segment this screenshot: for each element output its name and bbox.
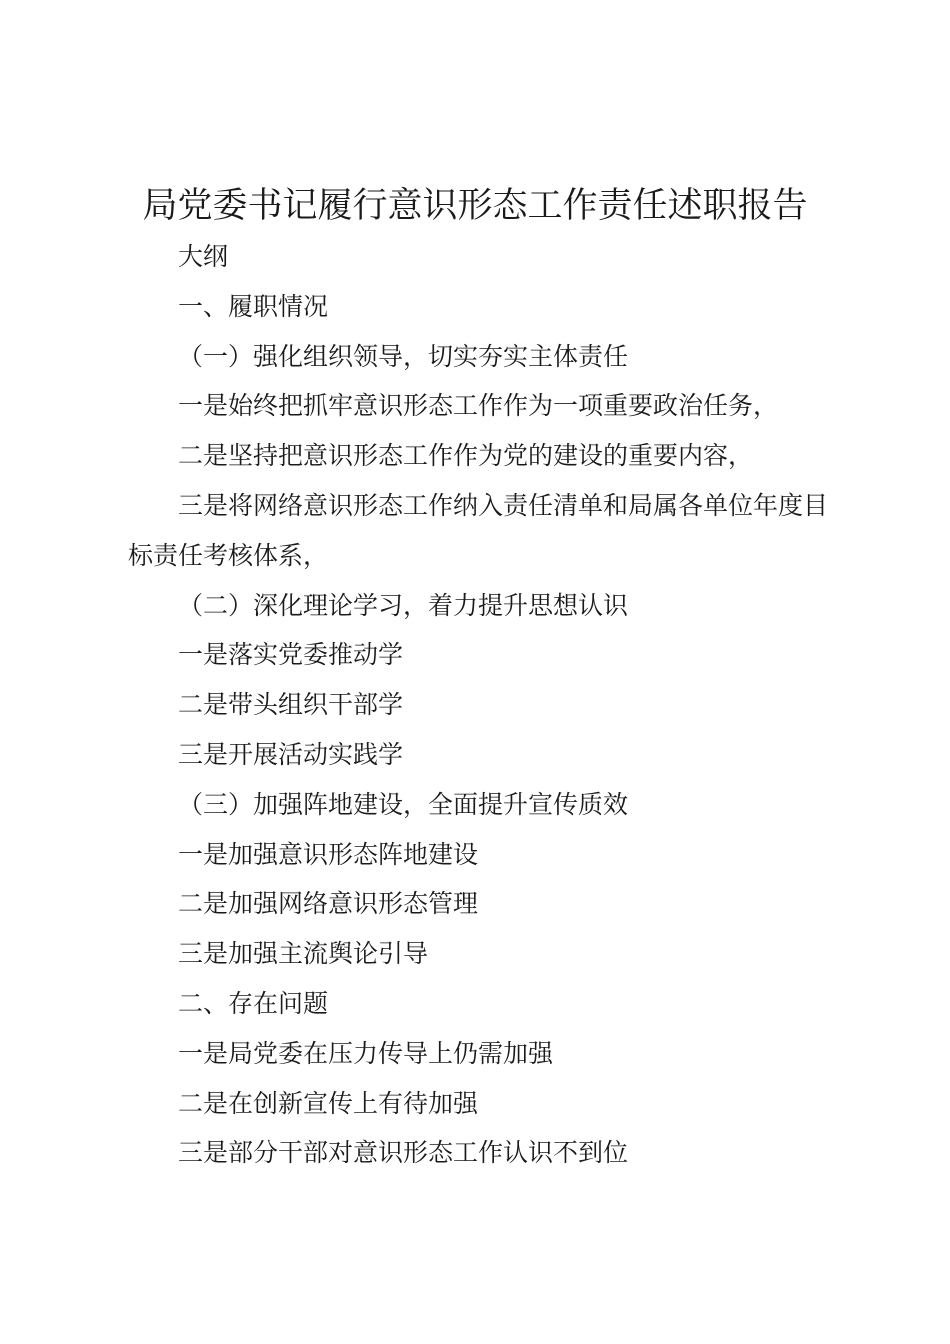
heading-section-1: 一、履职情况: [178, 291, 329, 321]
list-item: 一是加强意识形态阵地建设: [178, 839, 479, 869]
list-item: 二是加强网络意识形态管理: [178, 889, 479, 919]
list-item: 一是始终把抓牢意识形态工作作为一项重要政治任务，: [178, 391, 779, 421]
paragraph-outline: 大纲: [178, 242, 229, 271]
list-item: 三是加强主流舆论引导: [178, 939, 429, 969]
subheading-1-3: （三）加强阵地建设，全面提升宣传质效: [178, 789, 629, 819]
list-item: 三是开展活动实践学: [178, 739, 404, 769]
heading-section-2: 二、存在问题: [178, 988, 329, 1018]
list-item: 二是带头组织干部学: [178, 690, 404, 720]
document-body: [128, 232, 838, 1178]
subheading-1-2: （二）深化理论学习，着力提升思想认识: [178, 590, 629, 620]
list-item: 一是局党委在压力传导上仍需加强: [178, 1038, 554, 1068]
subheading-1-1: （一）强化组织领导，切实夯实主体责任: [178, 341, 629, 371]
list-item: 一是落实党委推动学: [178, 640, 404, 670]
list-item: 二是坚持把意识形态工作作为党的建设的重要内容，: [178, 441, 754, 471]
list-item: 三是部分干部对意识形态工作认识不到位: [178, 1138, 629, 1168]
list-item: 三是将网络意识形态工作纳入责任清单和局属各单位年度目标责任考核体系，: [128, 490, 829, 570]
list-item: 二是在创新宣传上有待加强: [178, 1088, 479, 1118]
document-title: 局党委书记履行意识形态工作责任述职报告: [142, 186, 808, 226]
